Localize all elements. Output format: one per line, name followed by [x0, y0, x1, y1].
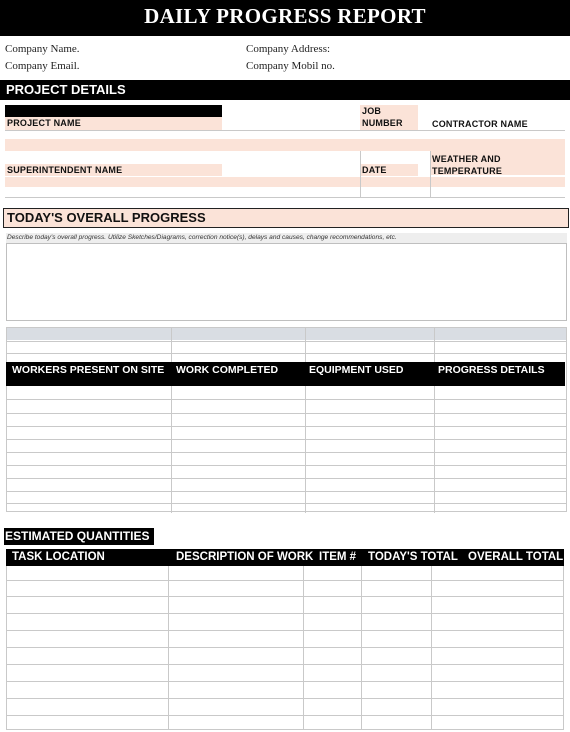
divider	[7, 503, 566, 504]
divider	[431, 566, 432, 730]
divider	[7, 465, 566, 466]
estimated-quantities-heading: ESTIMATED QUANTITIES	[4, 528, 154, 545]
divider	[305, 328, 306, 513]
job-number-label-line2: NUMBER	[362, 118, 403, 128]
weather-label-line2: TEMPERATURE	[432, 166, 503, 176]
divider	[303, 566, 304, 730]
quantities-table	[6, 566, 564, 730]
date-label: DATE	[360, 164, 418, 176]
divider	[360, 151, 361, 197]
divider	[7, 478, 566, 479]
divider	[7, 613, 563, 614]
divider	[7, 596, 563, 597]
divider	[7, 413, 566, 414]
company-name-label: Company Name.	[5, 43, 80, 55]
project-name-value-bar	[5, 105, 222, 117]
divider	[434, 328, 435, 513]
divider	[7, 426, 566, 427]
page-title: DAILY PROGRESS REPORT	[144, 4, 426, 28]
progress-table	[6, 327, 567, 512]
company-mobile-label: Company Mobil no.	[246, 60, 335, 72]
divider	[7, 452, 566, 453]
divider	[430, 151, 431, 197]
divider	[7, 341, 566, 342]
job-number-label-line1: JOB	[362, 106, 382, 116]
divider	[7, 439, 566, 440]
overall-progress-heading: TODAY'S OVERALL PROGRESS	[3, 208, 569, 228]
project-detail-field[interactable]	[5, 177, 565, 187]
divider	[7, 399, 566, 400]
divider	[7, 664, 563, 665]
divider	[171, 328, 172, 513]
divider	[168, 566, 169, 730]
column-header-task-location: TASK LOCATION	[12, 551, 105, 563]
column-header-equipment: EQUIPMENT USED	[309, 364, 404, 376]
column-header-item-number: ITEM #	[319, 551, 357, 563]
divider	[7, 715, 563, 716]
divider	[7, 580, 563, 581]
company-email-label: Company Email.	[5, 60, 80, 72]
project-details-heading: PROJECT DETAILS	[0, 80, 570, 100]
column-header-workers: WORKERS PRESENT ON SITE	[12, 364, 165, 376]
divider	[7, 698, 563, 699]
column-header-description: DESCRIPTION OF WORK	[176, 551, 314, 563]
project-name-label: PROJECT NAME	[5, 117, 222, 130]
superintendent-name-label: SUPERINTENDENT NAME	[5, 164, 222, 176]
quantities-table-header	[6, 549, 564, 566]
divider	[7, 491, 566, 492]
contractor-name-label: CONTRACTOR NAME	[432, 119, 528, 129]
column-header-progress-details: PROGRESS DETAILS	[438, 364, 545, 376]
company-address-label: Company Address:	[246, 43, 331, 55]
divider	[5, 197, 565, 198]
job-number-label	[360, 105, 418, 130]
column-header-work-completed: WORK COMPLETED	[176, 364, 279, 376]
column-header-overall-total: OVERALL TOTAL	[468, 551, 564, 563]
project-detail-field[interactable]	[5, 139, 565, 151]
column-header-todays-total: TODAY'S TOTAL	[368, 551, 458, 563]
divider	[7, 630, 563, 631]
overall-progress-textarea[interactable]	[6, 243, 567, 321]
divider	[361, 566, 362, 730]
divider	[7, 647, 563, 648]
weather-label	[432, 153, 502, 177]
divider	[7, 681, 563, 682]
divider	[5, 130, 565, 131]
progress-table-header	[6, 362, 565, 386]
divider	[7, 353, 566, 354]
overall-progress-instruction: Describe today's overall progress. Utilize Sketches/Diagrams, correction notice(s), delays and causes, change recommendations, etc.	[6, 233, 567, 243]
weather-label-line1: WEATHER AND	[432, 154, 501, 164]
